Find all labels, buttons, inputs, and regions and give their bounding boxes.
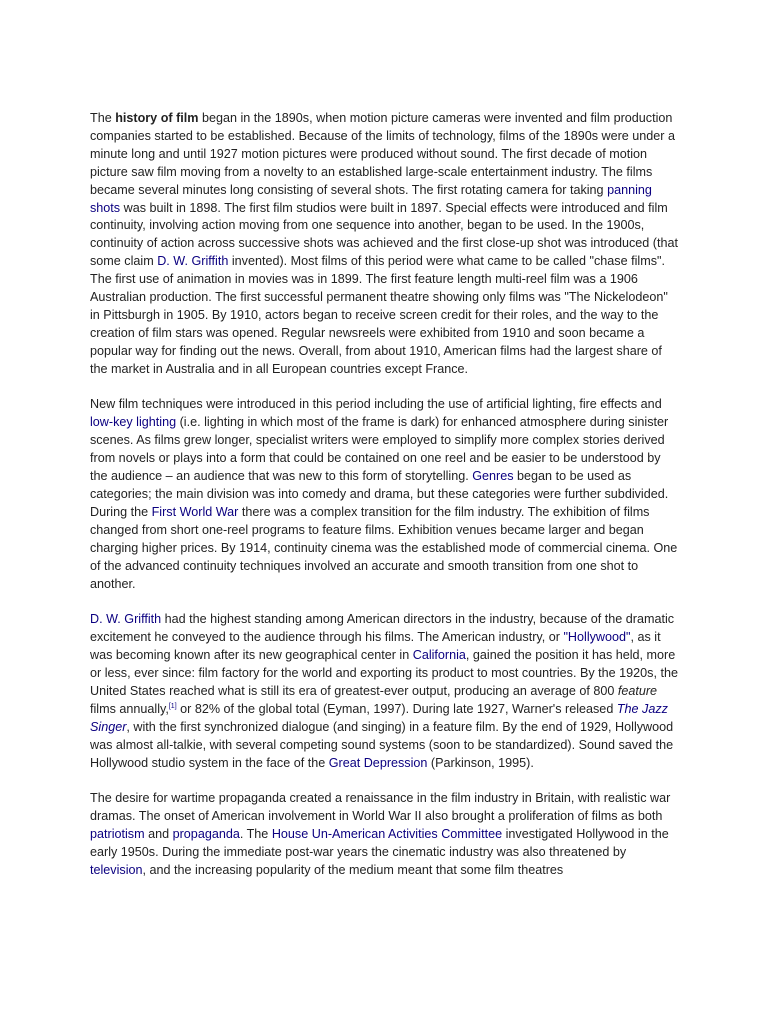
paragraph-1: [90, 110, 680, 379]
link-dw-griffith[interactable]: D. W. Griffith: [157, 254, 229, 269]
text-run: The desire for wartime propaganda created a renaissance in the film industry in Britain, with realistic war dramas. The onset of American involvement in World War II also brought a proliferation of films as both: [90, 791, 671, 824]
text-run: investigated Hollywood in the early 1950s. During the immediate post-war years the cinematic industry was also threatened by: [90, 827, 669, 860]
paragraph-2: [90, 396, 680, 593]
bold-term-history-of-film: history of film: [115, 111, 199, 125]
text-run: there was a complex transition for the film industry. The exhibition of films changed from short one-reel programs to feature films. Exhibition venues became larger and began charging higher prices. By 1914, continuity cinema was the established mode of commercial cinema. One of the advanced continuity techniques involved an accurate and smooth transition from one shot to another.: [90, 504, 678, 591]
text-run: was built in 1898. The first film studios were built in 1897. Special effects were introduced and film continuity, involving action moving from one sequence into another, began to be used. In the 1900s, continuity of action across successive shots was achieved and the first close-up shot was introduced (that some claim: [90, 200, 679, 269]
link-the-jazz-singer[interactable]: The Jazz Singer: [90, 701, 668, 734]
link-hollywood[interactable]: "Hollywood": [563, 630, 631, 645]
text-run: began in the 1890s, when motion picture cameras were invented and film production companies started to be established. Because of the limits of technology, films of the 1890s were under a minute long and until 1927 motion pictures were produced without sound. The first decade of motion picture saw film moving from a novelty to an established large-scale entertainment industry. The films became several minutes long consisting of several shots. The first rotating camera for taking: [90, 111, 676, 197]
text-run: films annually,: [90, 701, 169, 716]
link-television[interactable]: television: [90, 863, 143, 878]
link-first-world-war[interactable]: First World War: [151, 504, 239, 519]
link-house-un-american-activities-committee[interactable]: House Un-American Activities Committee: [271, 827, 503, 842]
text-run: had the highest standing among American directors in the industry, because of the dramatic excitement he conveyed to the audience through his films. The American industry, or: [90, 612, 675, 645]
text-run: and: [144, 827, 173, 842]
link-california[interactable]: California: [412, 648, 466, 663]
text-run: , as it was becoming known after its new geographical center in: [90, 630, 661, 663]
text-run: New film techniques were introduced in this period including the use of artificial lighting, fire effects and: [90, 397, 662, 412]
link-propaganda[interactable]: propaganda: [172, 827, 240, 842]
citation-superscript[interactable]: [1]: [168, 702, 177, 710]
paragraph-3: [90, 611, 680, 772]
text-run: or 82% of the global total (Eyman, 1997). During late 1927, Warner's released: [176, 701, 617, 716]
text-run: , gained the position it has held, more or less, ever since: film factory for the world and exporting its product to most countries. By the 1920s, the United States reached what is still its era of greatest-ever output, producing an average of 800: [90, 648, 678, 698]
link-genres[interactable]: Genres: [472, 469, 514, 484]
text-run: . The: [239, 827, 272, 842]
link-dw-griffith[interactable]: D. W. Griffith: [90, 612, 162, 627]
link-low-key-lighting[interactable]: low-key lighting: [90, 415, 177, 430]
document-body: [90, 110, 680, 898]
text-run: , with the first synchronized dialogue (and singing) in a feature film. By the end of 1929, Hollywood was almost all-talkie, with several competing sound systems (soon to be standardized). Sound saved the Hollywood studio system in the face of the: [90, 719, 674, 770]
text-run: began to be used as categories; the main division was into comedy and drama, but these categories were further subdivided. During the: [90, 469, 669, 519]
text-run: , and the increasing popularity of the medium meant that some film theatres: [142, 863, 564, 878]
link-great-depression[interactable]: Great Depression: [328, 755, 428, 770]
text-run: invented). Most films of this period were what came to be called "chase films". The first use of animation in movies was in 1899. The first feature length multi-reel film was a 1906 Australian production. The first successful permanent theatre showing only films was "The Nickelodeon" in Pittsburgh in 1905. By 1910, actors began to receive screen credit for their roles, and the way to the creation of film stars was opened. Regular newsreels were exhibited from 1910 and soon became a popular way for finding out the news. Overall, from about 1910, American films had the largest share of the market in Australia and in all European countries except France.: [90, 254, 668, 376]
paragraph-4: [90, 790, 680, 880]
link-panning-shots[interactable]: panning shots: [90, 182, 652, 215]
text-run: The: [90, 111, 116, 125]
italic-feature: feature: [617, 683, 658, 698]
text-run: (i.e. lighting in which most of the frame is dark) for enhanced atmosphere during sinister scenes. As films grew longer, specialist writers were employed to simplify more complex stories derived from novels or plays into a form that could be contained on one reel and be easier to be understood by the audience – an audience that was new to this form of storytelling.: [90, 415, 669, 484]
text-run: (Parkinson, 1995).: [427, 755, 534, 770]
link-patriotism[interactable]: patriotism: [90, 827, 145, 842]
